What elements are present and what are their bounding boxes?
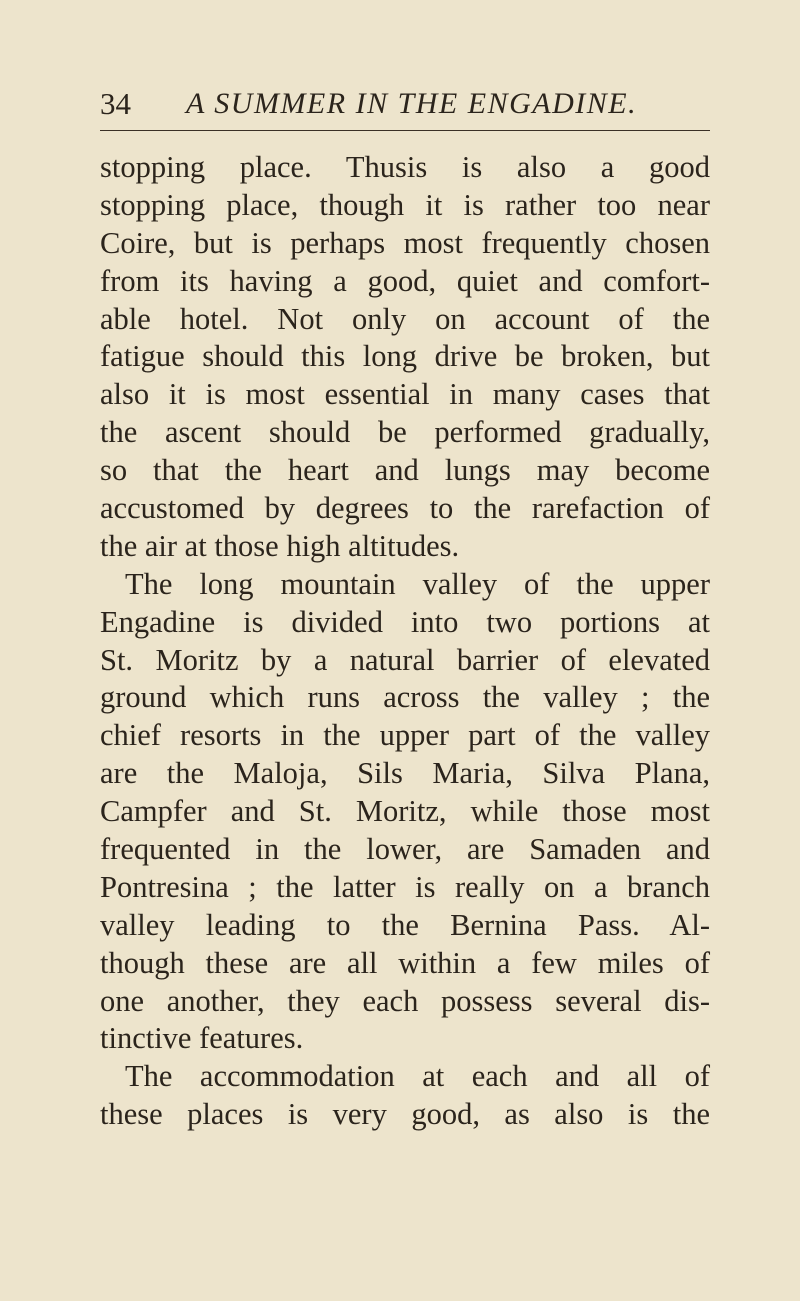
text-line: the ascent should be performed gradually, [100, 415, 710, 450]
text-line: Campfer and St. Moritz, while those most [100, 794, 710, 829]
text-line: though these are all within a few miles of [100, 945, 710, 980]
text-line: these places is very good, as also is the [100, 1097, 710, 1132]
text-line: fatigue should this long drive be broken, but [100, 339, 710, 374]
text-line: also it is most essential in many cases that [100, 377, 710, 412]
text-line: The accommodation at each and all of [125, 1059, 710, 1094]
text-line: stopping place, though it is rather too near [100, 187, 710, 222]
text-line: stopping place. Thusis is also a good [100, 150, 710, 184]
text-line: tinctive features. [100, 1021, 304, 1056]
text-line: frequented in the lower, are Samaden and [100, 832, 710, 867]
text-line: so that the heart and lungs may become [100, 453, 710, 488]
text-line: are the Maloja, Sils Maria, Silva Plana, [100, 756, 710, 791]
text-line: The long mountain valley of the upper [125, 566, 710, 601]
running-title: A SUMMER IN THE ENGADINE. [186, 87, 638, 120]
header-rule [100, 130, 710, 131]
page-number: 34 [100, 86, 131, 121]
text-line: able hotel. Not only on account of the [100, 301, 710, 336]
text-line: one another, they each possess several dis- [100, 983, 710, 1018]
text-line: Engadine is divided into two portions at [100, 604, 710, 639]
text-line: chief resorts in the upper part of the valley [100, 718, 710, 753]
body-text [100, 149, 710, 1134]
text-line: valley leading to the Bernina Pass. Al- [100, 907, 710, 942]
text-line: St. Moritz by a natural barrier of elevated [100, 642, 710, 677]
text-line: Coire, but is perhaps most frequently chosen [100, 225, 710, 260]
text-line: accustomed by degrees to the rarefaction of [100, 491, 710, 526]
text-line: from its having a good, quiet and comfort- [100, 263, 710, 298]
text-line: the air at those high altitudes. [100, 528, 460, 563]
text-line: Pontresina ; the latter is really on a branch [100, 869, 710, 904]
text-line: ground which runs across the valley ; the [100, 680, 710, 715]
page-header [100, 86, 710, 126]
